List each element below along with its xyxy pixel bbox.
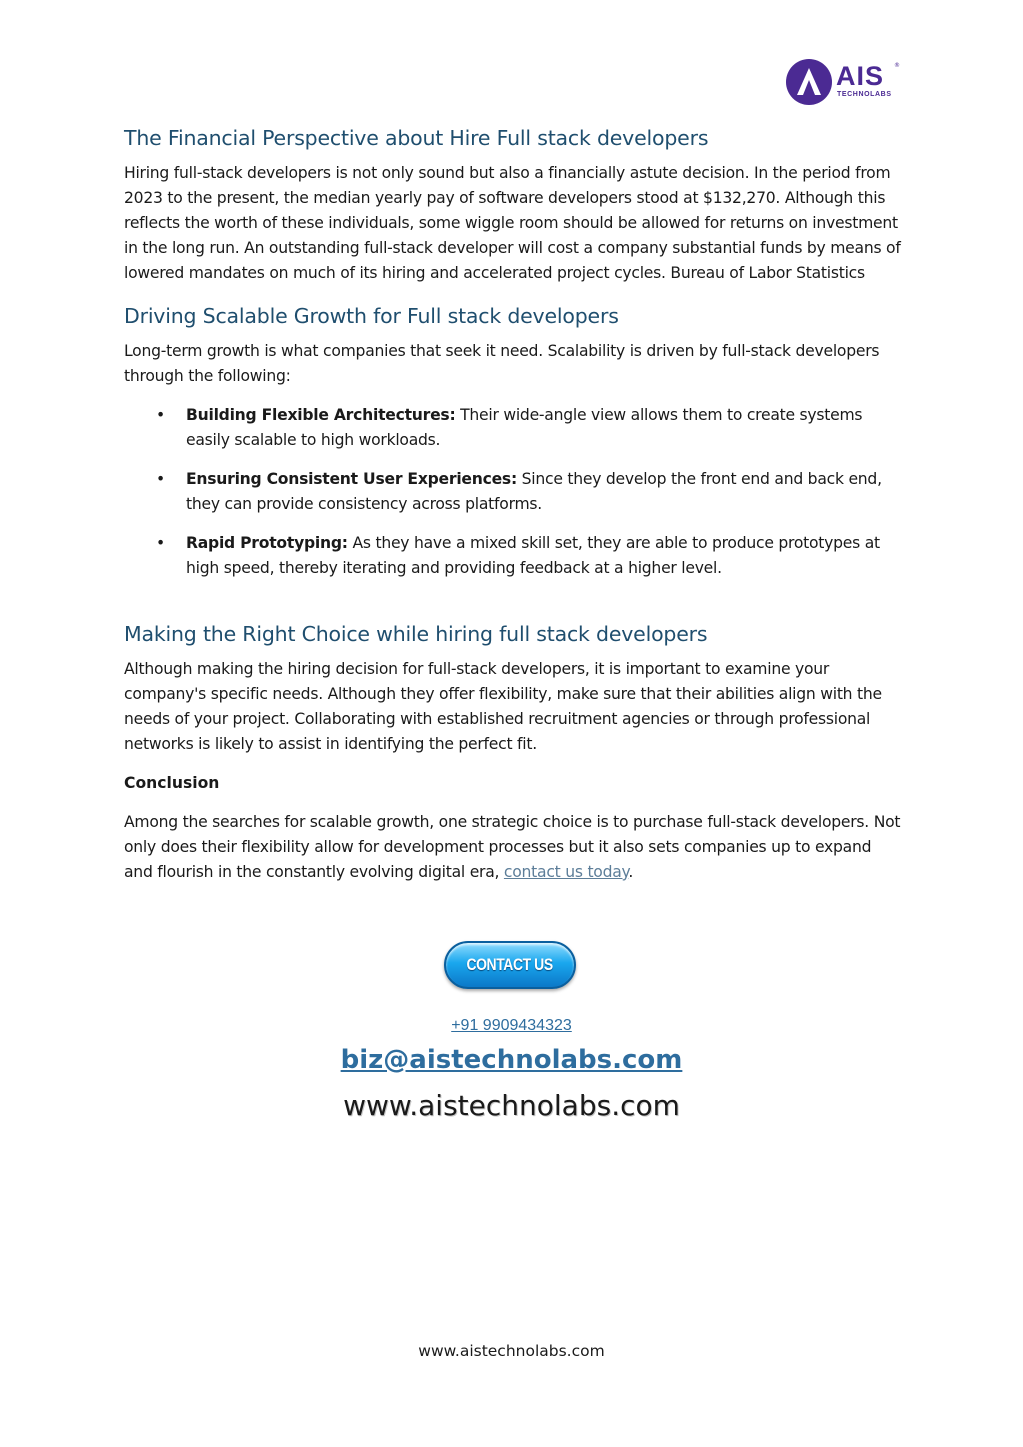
website-text: www.aistechnolabs.com	[343, 1089, 680, 1122]
bullet-title: Building Flexible Architectures:	[186, 406, 456, 424]
bullet-text: As they have a mixed skill set, they are able to produce prototypes at high speed, thereby iterating and providing feedback at a higher level.	[186, 534, 880, 577]
growth-bullet-list	[124, 403, 904, 581]
registered-mark: ®	[894, 62, 900, 69]
paragraph-conclusion	[124, 810, 904, 885]
logo-subtitle: TECHNOLABS	[837, 91, 892, 98]
logo-wordmark: AIS	[836, 61, 885, 91]
list-item	[156, 531, 904, 581]
bullet-text: Since they develop the front end and back end, they can provide consistency across platforms.	[186, 470, 882, 513]
footer-website: www.aistechnolabs.com	[418, 1342, 605, 1360]
heading-choice: Making the Right Choice while hiring full stack developers	[124, 622, 708, 646]
contact-us-button[interactable]	[444, 941, 576, 989]
contact-us-button-label: CONTACT US	[466, 955, 554, 974]
ais-logo-icon	[786, 59, 832, 105]
ais-logo	[786, 59, 904, 107]
phone-link[interactable]: +91 9909434323	[451, 1017, 572, 1034]
bullet-title: Ensuring Consistent User Experiences:	[186, 470, 517, 488]
bullet-icon: •	[156, 534, 165, 552]
contact-us-link[interactable]: contact us today	[503, 863, 629, 881]
conclusion-end: .	[628, 863, 634, 881]
list-item	[156, 403, 904, 453]
bullet-text: Their wide-angle view allows them to create systems easily scalable to high workloads.	[186, 406, 863, 449]
paragraph-growth-intro: Long-term growth is what companies that seek it need. Scalability is driven by full-stack developers through the following:	[124, 342, 880, 385]
heading-financial: The Financial Perspective about Hire Full stack developers	[124, 126, 709, 150]
article-body	[124, 125, 904, 885]
paragraph-choice: Although making the hiring decision for full-stack developers, it is important to examine your company's specific needs. Although they offer flexibility, make sure that their abilities align with the needs of your project. Collaborating with established recruitment agencies or through professional networks is likely to assist in identifying the perfect fit.	[124, 660, 882, 753]
bullet-icon: •	[156, 470, 165, 488]
heading-conclusion: Conclusion	[124, 774, 220, 792]
conclusion-text: Among the searches for scalable growth, one strategic choice is to purchase full-stack developers. Not only does their flexibility allow for development processes but it also sets companies up to expand and flourish in the constantly evolving digital era,	[124, 813, 901, 881]
paragraph-financial: Hiring full-stack developers is not only sound but also a financially astute decision. In the period from 2023 to the present, the median yearly pay of software developers stood at $132,270. Although this reflects the worth of these individuals, some wiggle room should be allowed for returns on investment in the long run. An outstanding full-stack developer will cost a company substantial funds by means of lowered mandates on much of its hiring and accelerated project cycles. Bureau of Labor Statistics	[124, 164, 901, 282]
email-link[interactable]: biz@aistechnolabs.com	[340, 1045, 683, 1075]
heading-growth: Driving Scalable Growth for Full stack developers	[124, 304, 619, 328]
bullet-title: Rapid Prototyping:	[186, 534, 348, 552]
bullet-icon: •	[156, 406, 165, 424]
list-item	[156, 467, 904, 517]
